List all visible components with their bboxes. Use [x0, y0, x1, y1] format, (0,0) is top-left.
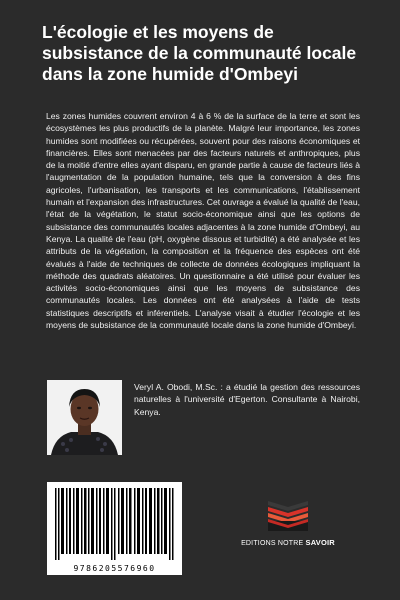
isbn-number: 9786205576960 — [73, 564, 156, 573]
publisher-name-prefix: EDITIONS NOTRE — [241, 540, 306, 547]
publisher-name-emphasis: SAVOIR — [305, 538, 335, 547]
publisher-name — [238, 538, 338, 547]
book-title: L'écologie et les moyens de subsistance de la communauté locale dans la zone humide d'Ombeyi — [42, 22, 357, 84]
publisher-block — [238, 495, 338, 555]
isbn-barcode — [47, 482, 182, 575]
author-portrait-image — [47, 380, 122, 455]
author-bio: Veryl A. Obodi, M.Sc. : a étudié la gestion des ressources naturelles à l'université d'Egerton. Consultante à Nairobi, Kenya. — [134, 382, 360, 417]
author-photo — [47, 380, 122, 455]
book-abstract: Les zones humides couvrent environ 4 à 6 % de la surface de la terre et sont les écosystèmes les plus productifs de la planète. Malgré leur importance, les zones humides sont modifiées ou récupérées, souvent pour des raisons économiques et financières. Elles sont menacées par des facteurs naturels et anthropiques, plus de la moitié d'entre elles ayant disparu, en grande partie à cause de facteurs liés à l'augmentation de la population humaine, tels que la conversion à des fins agricoles, l'urbanisation, les transports et les communications, l'établissement humain et l'expansion des infrastructures. Cet ouvrage a évalué la qualité de l'eau, l'état de la végétation, le statut socio-économique ainsi que les options de subsistance des communautés locales adjacentes à la zone humide d'Ombeyi, au Kenya. La qualité de l'eau (pH, oxygène dissous et turbidité) a été analysée et les attributs de la végétation, la composition et la fréquence des espèces ont été évalués à l'aide de techniques de collecte de données écologiques impliquant la méthode des quadrats aléatoires. Un questionnaire a été utilisé pour évaluer les activités socio-économiques ainsi que les moyens de subsistance des communautés locales. Les données ont été analysées à l'aide de tests statistiques descriptifs et inférentiels. L'analyse visait à étudier l'écologie et les moyens de subsistance de la communauté locale dans la zone humide d'Ombeyi. — [46, 111, 360, 331]
barcode-bars — [47, 482, 182, 562]
publisher-logo-icon — [264, 495, 312, 533]
